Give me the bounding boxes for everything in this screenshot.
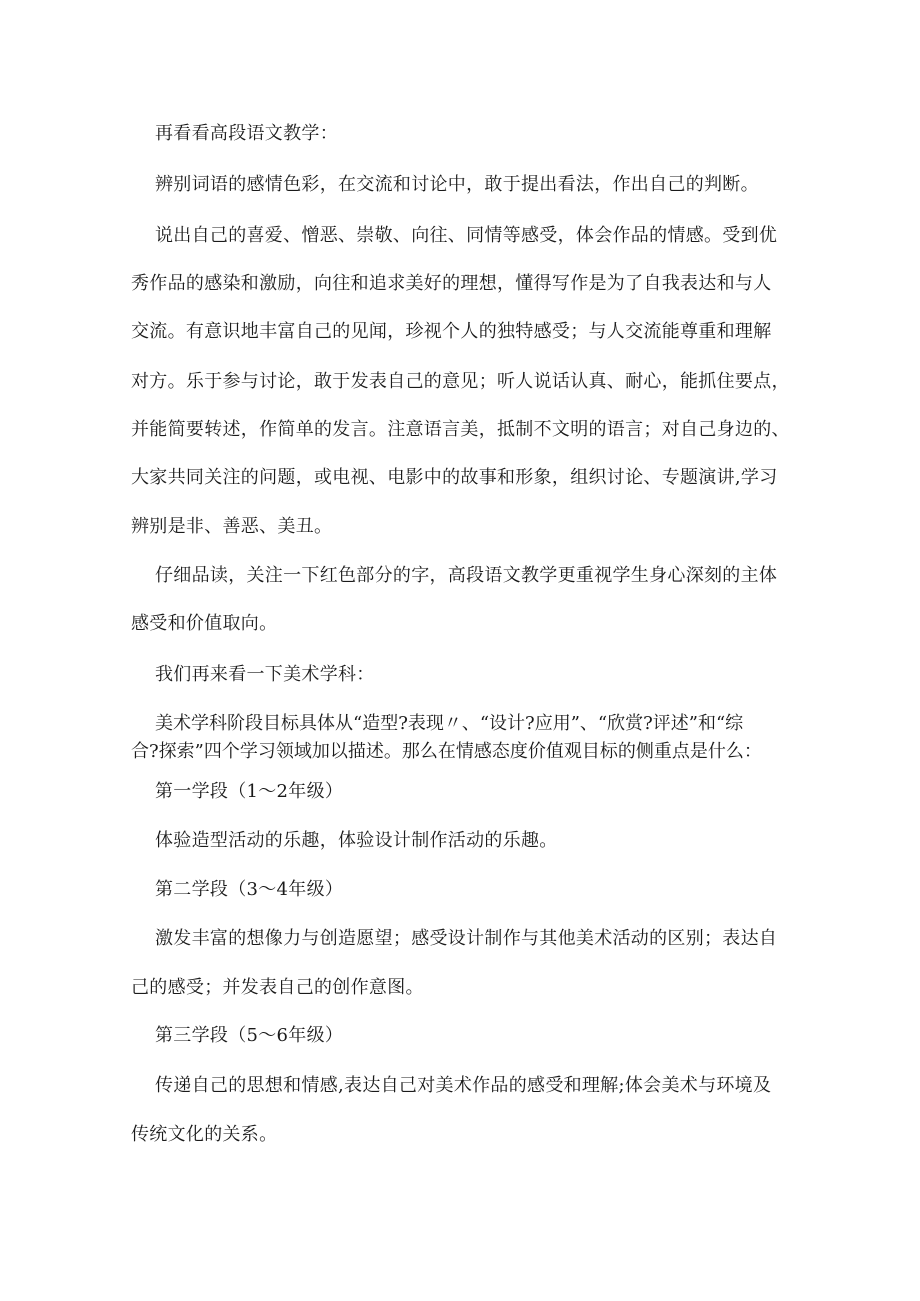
text-line: 传递自己的思想和情感,表达自己对美术作品的感受和理解;体会美术与环境及: [155, 1075, 772, 1096]
text-line: 仔细品读，关注一下红色部分的字，高段语文教学更重视学生身心深刻的主体: [155, 565, 778, 586]
text-line: 体验造型活动的乐趣，体验设计制作活动的乐趣。: [155, 830, 558, 851]
text-line: 感受和价值取向。: [131, 613, 278, 634]
text-line: 对方。乐于参与讨论，敢于发表自己的意见；听人说话认真、耐心，能抓住要点，: [131, 371, 790, 392]
text-line: 再看看高段语文教学：: [155, 123, 338, 144]
text-line: 秀作品的感染和激励，向往和追求美好的理想，懂得写作是为了自我表达和与人: [131, 273, 772, 294]
text-line: 并能简要转述，作简单的发言。注意语言美，抵制不文明的语言；对自己身边的、: [131, 419, 790, 440]
section-heading: 第三学段（5〜6年级）: [155, 1025, 344, 1046]
section-heading: 第一学段（1〜2年级）: [155, 781, 344, 802]
text-line: 辨别词语的感情色彩，在交流和讨论中，敢于提出看法，作出自己的判断。: [155, 174, 759, 195]
text-line: 大家共同关注的问题，或电视、电影中的故事和形象，组织讨论、专题演讲,学习: [131, 467, 778, 488]
text-line: 激发丰富的想像力与创造愿望；感受设计制作与其他美术活动的区别；表达自: [155, 928, 778, 949]
text-line: 传统文化的关系。: [131, 1124, 278, 1145]
section-heading: 第二学段（3〜4年级）: [155, 879, 344, 900]
text-line: 辨别是非、善恶、美丑。: [131, 516, 333, 537]
text-line: 说出自己的喜爱、憎恶、崇敬、向往、同情等感受，体会作品的情感。受到优: [155, 225, 778, 246]
text-line: 我们再来看一下美术学科：: [155, 664, 375, 685]
text-line: 己的感受；并发表自己的创作意图。: [131, 977, 424, 998]
text-line: 交流。有意识地丰富自己的见闻，珍视个人的独特感受；与人交流能尊重和理解: [131, 321, 772, 342]
text-line: 合?探索”四个学习领域加以描述。那么在情感态度价值观目标的侧重点是什么：: [131, 741, 762, 762]
text-line: 美术学科阶段目标具体从“造型?表现〃、“设计?应用”、“欣赏?评述”和“综: [155, 713, 744, 734]
